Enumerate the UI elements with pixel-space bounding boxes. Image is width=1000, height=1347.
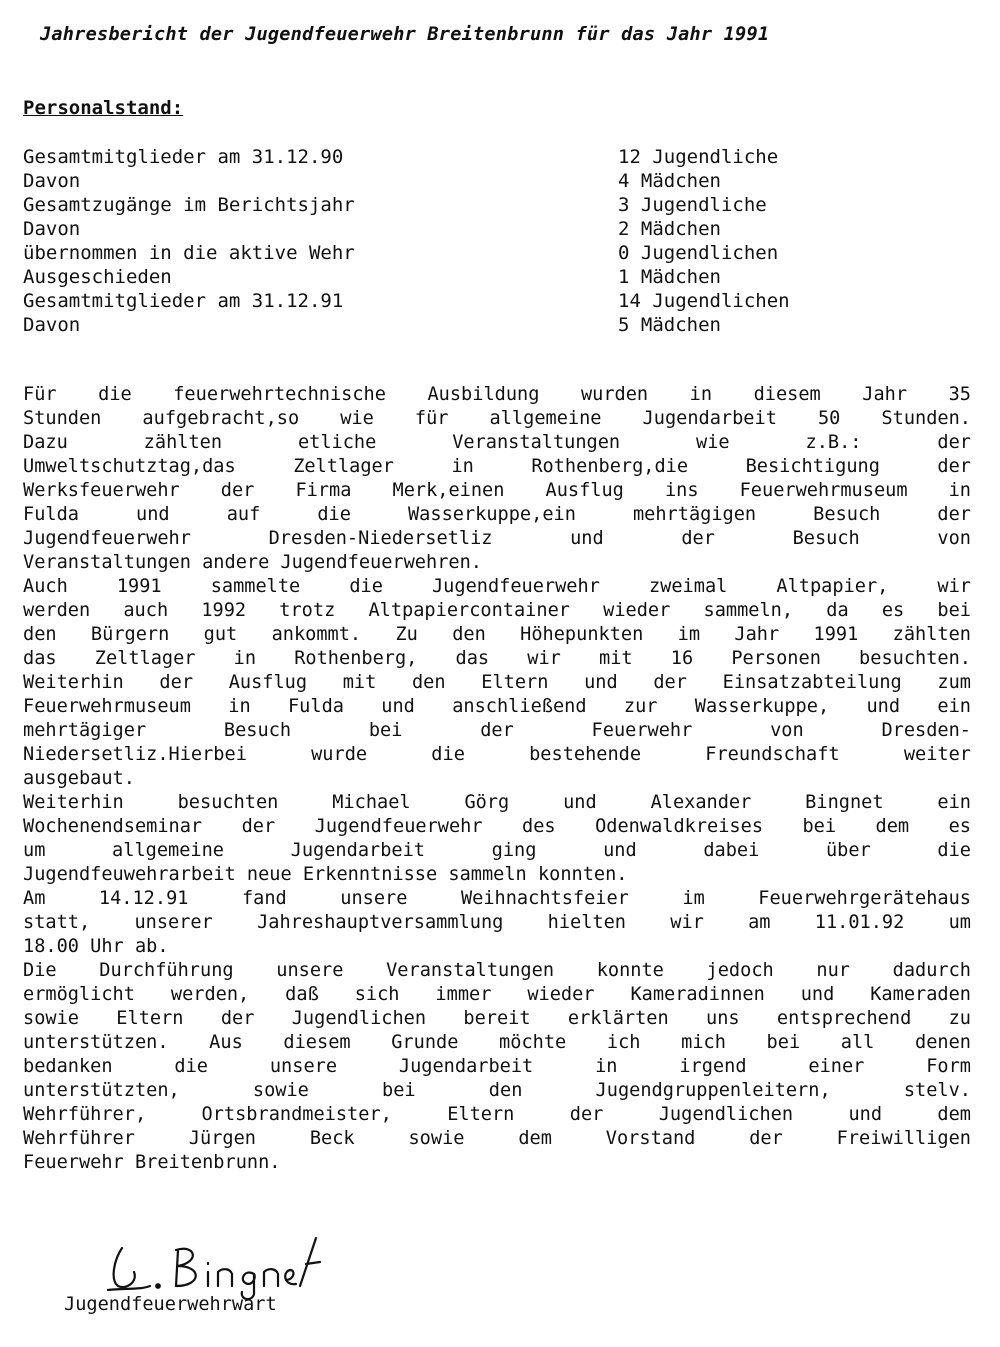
- body-text-line: das Zeltlager in Rothenberg, das wir mit 16 Personen besuchten.: [23, 648, 971, 669]
- stat-value: 12 Jugendliche: [618, 146, 779, 168]
- body-text-line: Feuerwehr Breitenbrunn.: [23, 1152, 281, 1173]
- stat-value: 0 Jugendlichen: [618, 242, 779, 264]
- stat-row: [23, 265, 983, 289]
- body-text-line: mehrtägiger Besuch bei der Feuerwehr von Dresden-: [23, 720, 971, 741]
- stat-label: Davon: [23, 314, 81, 336]
- body-text-line: Weiterhin besuchten Michael Görg und Alexander Bingnet ein: [23, 792, 971, 813]
- body-text-line: unterstützen. Aus diesem Grunde möchte ich mich bei all denen: [23, 1032, 971, 1053]
- stat-value: 4 Mädchen: [618, 170, 721, 192]
- body-text-line: Jugendfeuerwehr Dresden-Niedersetliz und der Besuch von: [23, 528, 971, 549]
- stat-row: [23, 169, 983, 193]
- body-text-line: Wehrführer Jürgen Beck sowie dem Vorstand der Freiwilligen: [23, 1128, 971, 1149]
- body-text-line: ausgebaut.: [23, 768, 135, 789]
- body-text-line: den Bürgern gut ankommt. Zu den Höhepunkten im Jahr 1991 zählten: [23, 624, 971, 645]
- stat-value: 14 Jugendlichen: [618, 290, 790, 312]
- stat-value: 1 Mädchen: [618, 266, 721, 288]
- body-text-line: Stunden aufgebracht,so wie für allgemeine Jugendarbeit 50 Stunden.: [23, 408, 971, 429]
- stat-row: [23, 217, 983, 241]
- signature-block: [64, 1230, 384, 1320]
- stat-label: übernommen in die aktive Wehr: [23, 242, 355, 264]
- stat-row: [23, 241, 983, 265]
- body-text-line: Feuerwehrmuseum in Fulda und anschließend zur Wasserkuppe, und ein: [23, 696, 971, 717]
- stat-row: [23, 193, 983, 217]
- stat-value: 2 Mädchen: [618, 218, 721, 240]
- signatory-role: Jugendfeuerwehrwart: [64, 1294, 277, 1315]
- handwritten-signature: [104, 1230, 324, 1300]
- body-text-line: Wochenendseminar der Jugendfeuerwehr des Odenwaldkreises bei dem es: [23, 816, 971, 837]
- body-text-line: Fulda und auf die Wasserkuppe,ein mehrtägigen Besuch der: [23, 504, 971, 525]
- stat-label: Gesamtzugänge im Berichtsjahr: [23, 194, 355, 216]
- body-text-line: Werksfeuerwehr der Firma Merk,einen Ausflug ins Feuerwehrmuseum in: [23, 480, 971, 501]
- body-text-line: sowie Eltern der Jugendlichen bereit erklärten uns entsprechend zu: [23, 1008, 971, 1029]
- body-text-line: Niedersetliz.Hierbei wurde die bestehende Freundschaft weiter: [23, 744, 971, 765]
- body-text-line: Am 14.12.91 fand unsere Weihnachtsfeier im Feuerwehrgerätehaus: [23, 888, 971, 909]
- stat-row: [23, 145, 983, 169]
- body-text-line: statt, unserer Jahreshauptversammlung hielten wir am 11.01.92 um: [23, 912, 971, 933]
- body-text-line: ermöglicht werden, daß sich immer wieder Kameradinnen und Kameraden: [23, 984, 971, 1005]
- body-text-line: unterstützten, sowie bei den Jugendgruppenleitern, stelv.: [23, 1080, 971, 1101]
- body-text-line: Wehrführer, Ortsbrandmeister, Eltern der Jugendlichen und dem: [23, 1104, 971, 1125]
- stat-row: [23, 289, 983, 313]
- report-body-text: [23, 383, 971, 1175]
- body-text-line: 18.00 Uhr ab.: [23, 936, 169, 957]
- stat-label: Ausgeschieden: [23, 266, 172, 288]
- body-text-line: Umweltschutztag,das Zeltlager in Rothenberg,die Besichtigung der: [23, 456, 971, 477]
- personnel-stats-table: [23, 145, 983, 337]
- body-text-line: Für die feuerwehrtechnische Ausbildung wurden in diesem Jahr 35: [23, 384, 971, 405]
- body-text-line: Weiterhin der Ausflug mit den Eltern und der Einsatzabteilung zum: [23, 672, 971, 693]
- stat-value: 3 Jugendliche: [618, 194, 767, 216]
- body-text-line: Die Durchführung unsere Veranstaltungen konnte jedoch nur dadurch: [23, 960, 971, 981]
- body-text-line: Jugendfeuwehrarbeit neue Erkenntnisse sammeln konnten.: [23, 864, 628, 885]
- stat-label: Davon: [23, 218, 81, 240]
- stat-label: Gesamtmitglieder am 31.12.90: [23, 146, 344, 168]
- section-heading: Personalstand:: [23, 97, 184, 119]
- stat-label: Davon: [23, 170, 81, 192]
- stat-label: Gesamtmitglieder am 31.12.91: [23, 290, 344, 312]
- body-text-line: werden auch 1992 trotz Altpapiercontainer wieder sammeln, da es bei: [23, 600, 971, 621]
- body-text-line: Dazu zählten etliche Veranstaltungen wie z.B.: der: [23, 432, 971, 453]
- body-text-line: bedanken die unsere Jugendarbeit in irgend einer Form: [23, 1056, 971, 1077]
- body-text-line: Auch 1991 sammelte die Jugendfeuerwehr zweimal Altpapier, wir: [23, 576, 971, 597]
- stat-value: 5 Mädchen: [618, 314, 721, 336]
- body-text-line: um allgemeine Jugendarbeit ging und dabei über die: [23, 840, 971, 861]
- stat-row: [23, 313, 983, 337]
- document-title: Jahresbericht der Jugendfeuerwehr Breitenbrunn für das Jahr 1991: [40, 24, 770, 45]
- body-text-line: Veranstaltungen andere Jugendfeuerwehren.: [23, 552, 482, 573]
